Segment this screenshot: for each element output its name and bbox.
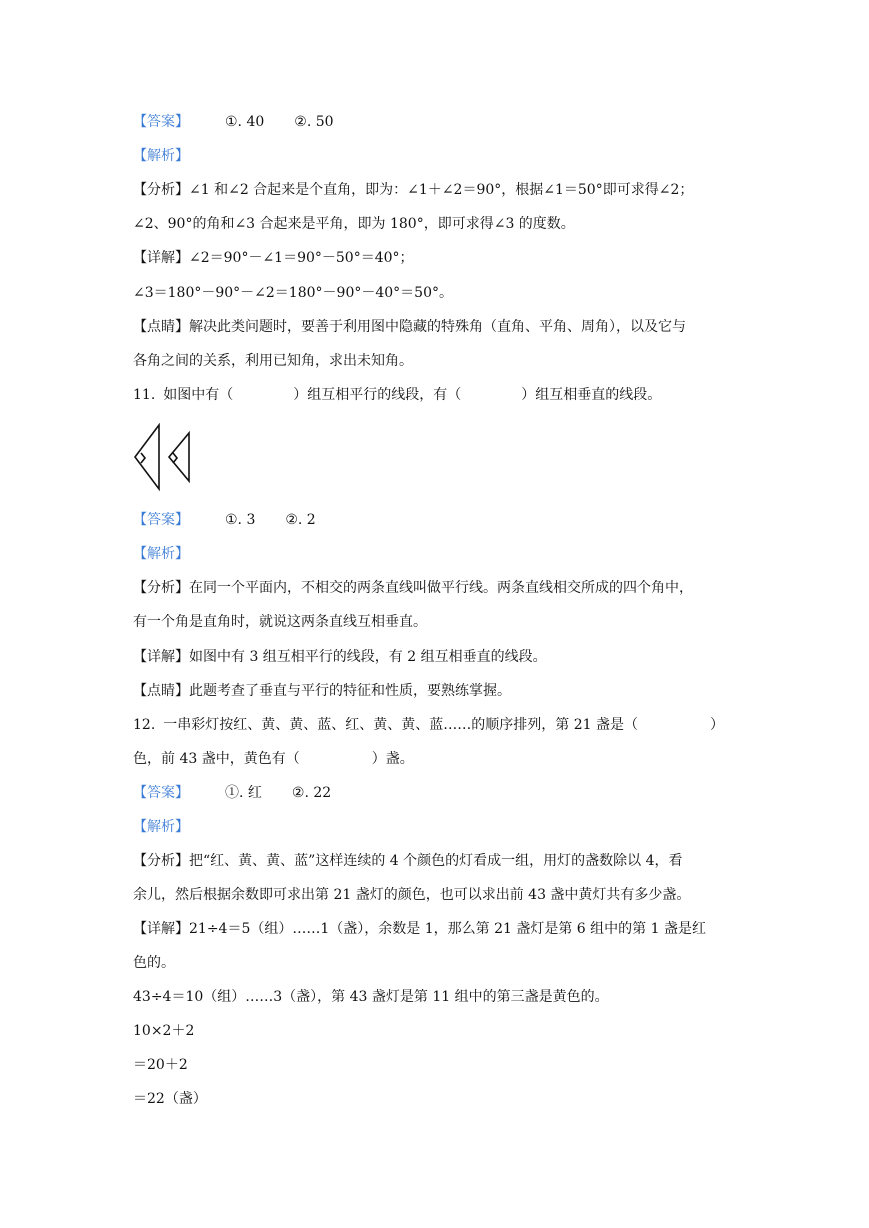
calc-line-3 — [133, 1089, 737, 1109]
fenxi-line-10-2 — [133, 214, 737, 234]
answer-1: ①. 3 — [225, 512, 256, 528]
xiangjie-tag: 【详解】 — [133, 649, 189, 665]
fenxi-text: 把“红、黄、黄、蓝”这样连续的 4 个颜色的灯看成一组，用灯的盏数除以 4，看 — [189, 853, 683, 869]
question-12-line-1 — [133, 715, 737, 735]
question-text: ） — [709, 717, 724, 733]
xiangjie-text: 21÷4＝5（组）……1（盏），余数是 1，那么第 21 盏灯是第 6 组中的第 1 盏是红 — [189, 921, 706, 937]
analysis-line-11 — [133, 544, 737, 564]
calc-line-1 — [133, 1021, 737, 1041]
question-text: ）组互相平行的线段，有（ — [293, 387, 462, 403]
analysis-tag: 【解析】 — [133, 546, 189, 562]
answer-tag: 【答案】 — [133, 114, 189, 130]
answer-line-11 — [133, 510, 737, 530]
calc-text: 10×2＋2 — [133, 1023, 195, 1039]
xiangjie-text: 43÷4＝10（组）……3（盏），第 43 盏灯是第 11 组中的第三盏是黄色的。 — [133, 989, 609, 1005]
fenxi-tag: 【分析】 — [133, 182, 189, 198]
xiangjie-tag: 【详解】 — [133, 250, 189, 266]
xiangjie-text: 色的。 — [133, 955, 175, 971]
answer-1: ①. 红 — [225, 785, 262, 801]
question-text: ）盏。 — [371, 751, 414, 767]
xiangjie-tag: 【详解】 — [133, 921, 189, 937]
fenxi-text: ∠1 和∠2 合起来是个直角，即为：∠1＋∠2＝90°，根据∠1＝50°即可求得∠2； — [189, 182, 694, 198]
analysis-line-12 — [133, 817, 737, 837]
calc-text: ＝22（盏） — [133, 1091, 207, 1107]
question-11 — [133, 385, 737, 405]
fenxi-line-12-2 — [133, 885, 737, 905]
answer-tag: 【答案】 — [133, 785, 189, 801]
fenxi-line-10-1 — [133, 180, 737, 200]
answer-2: ②. 22 — [291, 785, 332, 801]
dianjing-line-11 — [133, 681, 737, 701]
question-text: 如图中有（ — [163, 387, 234, 403]
xiangjie-text: ∠2＝90°－∠1＝90°－50°＝40°； — [189, 250, 414, 266]
xiangjie-line-12-1 — [133, 919, 737, 939]
parallel-perpendicular-figure — [133, 423, 197, 493]
analysis-tag: 【解析】 — [133, 819, 189, 835]
xiangjie-line-11 — [133, 647, 737, 667]
xiangjie-line-10-1 — [133, 248, 737, 268]
answer-2: ②. 2 — [285, 512, 316, 528]
question-text: 一串彩灯按红、黄、黄、蓝、红、黄、黄、蓝……的顺序排列，第 21 盏是（ — [163, 717, 638, 733]
fenxi-line-11-2 — [133, 612, 737, 632]
dianjing-text: 此题考查了垂直与平行的特征和性质，要熟练掌握。 — [189, 683, 511, 699]
fenxi-text: 余儿，然后根据余数即可求出第 21 盏灯的颜色，也可以求出前 43 盏中黄灯共有多少盏。 — [133, 887, 691, 903]
calc-text: ＝20＋2 — [133, 1057, 188, 1073]
fenxi-line-11-1 — [133, 578, 737, 598]
dianjing-tag: 【点睛】 — [133, 319, 189, 335]
dianjing-line-10-2 — [133, 351, 737, 371]
question-text: 色，前 43 盏中，黄色有（ — [133, 751, 300, 767]
question-12-line-2 — [133, 749, 737, 769]
xiangjie-text: ∠3＝180°－90°－∠2＝180°－90°－40°＝50°。 — [133, 285, 453, 301]
analysis-line-10 — [133, 146, 737, 166]
figure-triangle-right — [169, 433, 189, 481]
answer-line-10 — [133, 112, 737, 132]
answer-1: ①. 40 — [225, 114, 265, 130]
question-number: 11. — [133, 387, 156, 403]
dianjing-tag: 【点睛】 — [133, 683, 189, 699]
xiangjie-line-12-3 — [133, 987, 737, 1007]
figure-triangle-left — [135, 425, 159, 489]
answer-tag: 【答案】 — [133, 512, 189, 528]
dianjing-line-10-1 — [133, 317, 737, 337]
dianjing-text: 各角之间的关系，利用已知角，求出未知角。 — [133, 353, 413, 369]
answer-line-12 — [133, 783, 737, 803]
fenxi-text: ∠2、90°的角和∠3 合起来是平角，即为 180°，即可求得∠3 的度数。 — [133, 216, 575, 232]
dianjing-text: 解决此类问题时，要善于利用图中隐藏的特殊角（直角、平角、周角），以及它与 — [189, 319, 686, 335]
analysis-tag: 【解析】 — [133, 148, 189, 164]
right-angle-mark-right — [173, 453, 177, 463]
fenxi-line-12-1 — [133, 851, 737, 871]
xiangjie-line-12-2 — [133, 953, 737, 973]
question-number: 12. — [133, 717, 156, 733]
xiangjie-text: 如图中有 3 组互相平行的线段，有 2 组互相垂直的线段。 — [189, 649, 547, 665]
question-text: ）组互相垂直的线段。 — [521, 387, 662, 403]
fenxi-text: 有一个角是直角时，就说这两条直线互相垂直。 — [133, 614, 427, 630]
calc-line-2 — [133, 1055, 737, 1075]
fenxi-text: 在同一个平面内，不相交的两条直线叫做平行线。两条直线相交所成的四个角中， — [189, 580, 693, 596]
answer-2: ②. 50 — [294, 114, 334, 130]
fenxi-tag: 【分析】 — [133, 853, 189, 869]
xiangjie-line-10-2 — [133, 283, 737, 303]
fenxi-tag: 【分析】 — [133, 580, 189, 596]
right-angle-mark-left — [141, 453, 145, 463]
